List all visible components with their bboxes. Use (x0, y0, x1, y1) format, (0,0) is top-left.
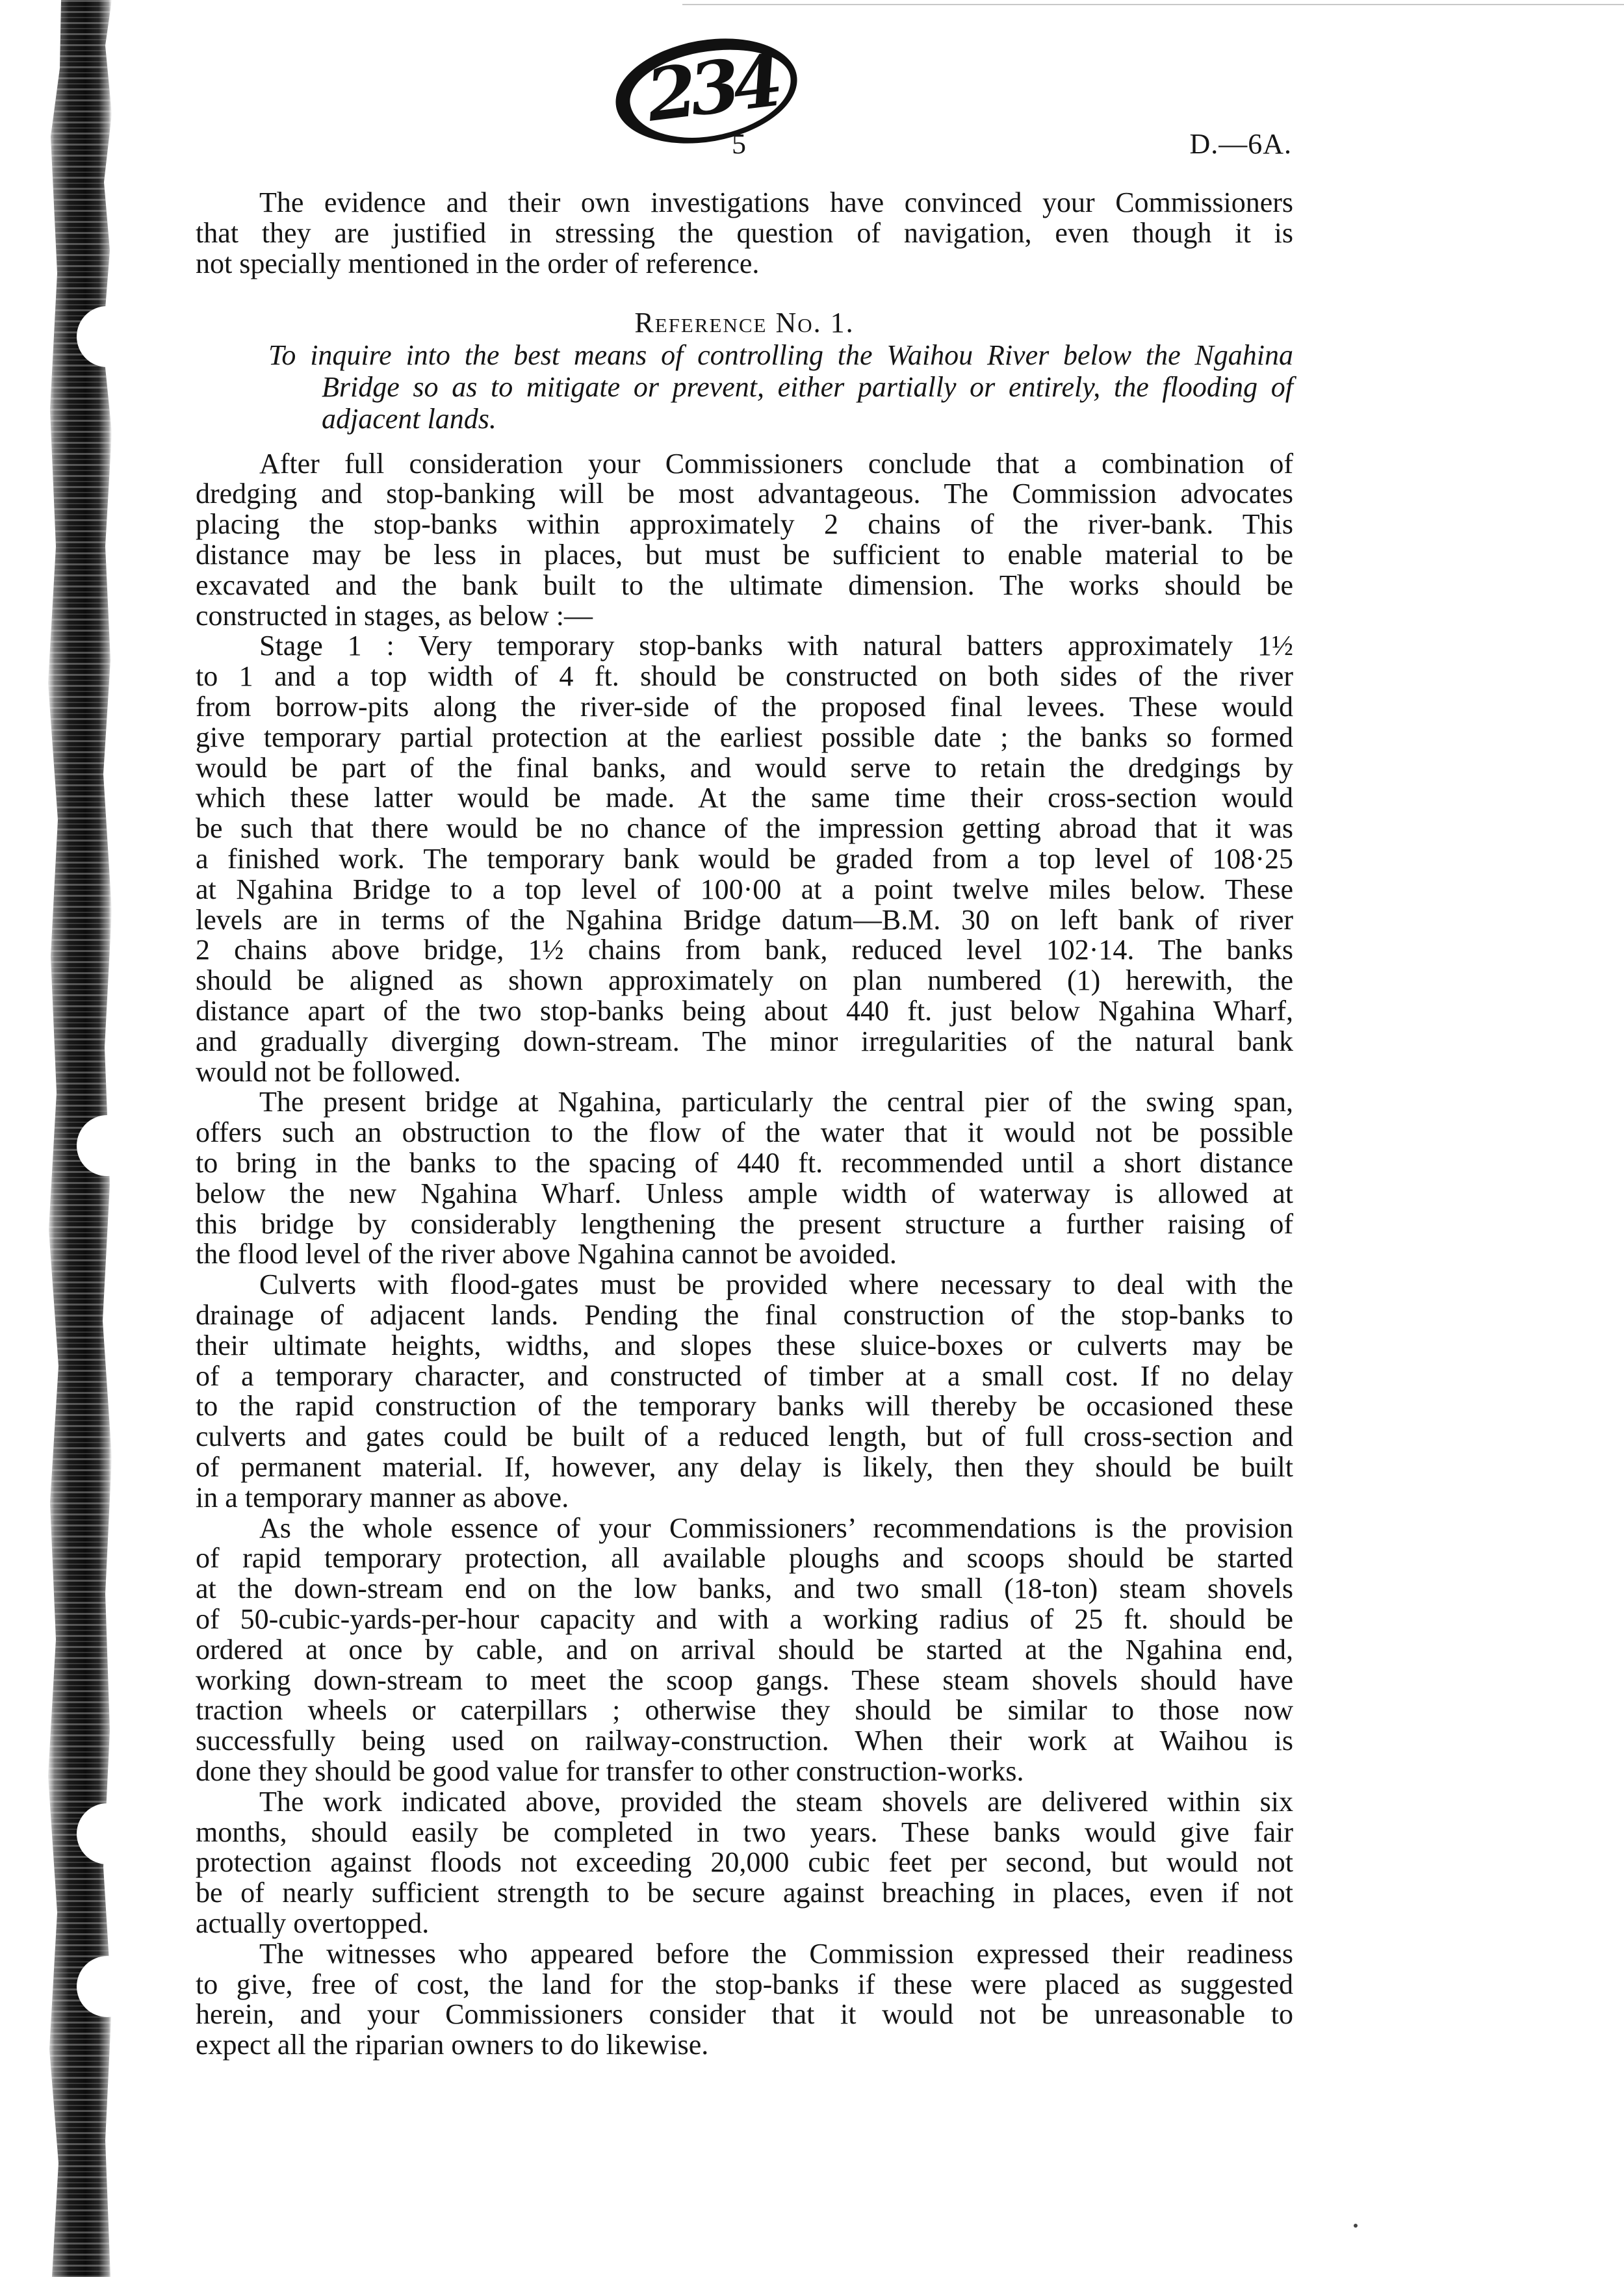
scan-speck (1354, 2224, 1358, 2228)
text-line: to give, free of cost, the land for the stop-banks if these were placed as suggested (196, 1968, 1293, 2000)
paragraph (196, 1939, 1293, 2061)
page-number: 5 (732, 128, 746, 160)
text-line: to bring in the banks to the spacing of 440 ft. recommended until a short distance (196, 1147, 1293, 1179)
text-line: constructed in stages, as below :— (196, 599, 593, 632)
text-line: herein, and your Commissioners consider that it would not be unreasonable to (196, 1998, 1293, 2031)
paragraph (196, 449, 1293, 632)
punch-hole (77, 1115, 138, 1176)
paragraph (196, 1513, 1293, 1787)
reference-terms (196, 339, 1293, 435)
text-line: adjacent lands. (322, 403, 496, 435)
punch-hole (77, 1956, 138, 2017)
text-line: to 1 and a top width of 4 ft. should be constructed on both sides of the river (196, 660, 1293, 693)
text-line: not specially mentioned in the order of reference. (196, 247, 760, 279)
punch-hole (77, 1803, 138, 1864)
text-line: should be aligned as shown approximately on plan numbered (1) herewith, the (196, 964, 1293, 997)
text-line: The work indicated above, provided the steam shovels are delivered within six (259, 1785, 1293, 1818)
text-line: which these latter would be made. At the same time their cross-section would (196, 782, 1293, 814)
text-line: at the down-stream end on the low banks, and two small (18-ton) steam shovels (196, 1573, 1293, 1605)
text-line: the flood level of the river above Ngahina cannot be avoided. (196, 1238, 897, 1270)
text-line: traction wheels or caterpillars ; otherwise they should be similar to those now (196, 1694, 1293, 1727)
text-line: to the rapid construction of the temporary banks will thereby be occasioned these (196, 1390, 1293, 1422)
text-line: levels are in terms of the Ngahina Bridge datum—B.M. 30 on left bank of river (196, 903, 1293, 936)
text-line: The witnesses who appeared before the Commission expressed their readiness (259, 1937, 1293, 1970)
text-line: As the whole essence of your Commissioners’ recommendations is the provision (259, 1512, 1293, 1544)
paragraph (196, 1787, 1293, 1939)
document-reference: D.—6A. (1189, 128, 1292, 160)
document-body (196, 188, 1293, 2061)
text-line: successfully being used on railway-construction. When their work at Waihou is (196, 1725, 1293, 1757)
handwritten-page-number: 234 (642, 38, 781, 138)
text-line: culverts and gates could be built of a reduced length, but of full cross-section and (196, 1421, 1293, 1453)
text-line: 2 chains above bridge, 1½ chains from bank, reduced level 102·14. The banks (196, 934, 1293, 966)
text-line: excavated and the bank built to the ultimate dimension. The works should be (196, 569, 1293, 601)
text-line: this bridge by considerably lengthening the present structure a further raising of (196, 1207, 1293, 1240)
text-line: After full consideration your Commissioners conclude that a combination of (259, 447, 1293, 480)
text-line: in a temporary manner as above. (196, 1481, 569, 1513)
text-line: ordered at once by cable, and on arrival should be started at the Ngahina end, (196, 1633, 1293, 1666)
text-line: of a temporary character, and constructed of timber at a small cost. If no delay (196, 1359, 1293, 1392)
text-line: be such that there would be no chance of the impression getting abroad that it was (196, 812, 1293, 845)
text-line: that they are justified in stressing the question of navigation, even though it is (196, 216, 1293, 249)
text-line: and gradually diverging down-stream. The minor irregularities of the natural bank (196, 1025, 1293, 1057)
paragraph (196, 631, 1293, 1087)
text-line: be of nearly sufficient strength to be secure against breaching in places, even if not (196, 1877, 1293, 1909)
text-line: done they should be good value for transfer to other construction-works. (196, 1755, 1024, 1787)
text-line: give temporary partial protection at the earliest possible date ; the banks so formed (196, 721, 1293, 753)
text-line: below the new Ngahina Wharf. Unless ample width of waterway is allowed at (196, 1177, 1293, 1209)
text-line: Stage 1 : Very temporary stop-banks with natural batters approximately 1½ (259, 630, 1293, 662)
text-line: actually overtopped. (196, 1907, 430, 1939)
text-line: of permanent material. If, however, any delay is likely, then they should be built (196, 1450, 1293, 1483)
text-line: placing the stop-banks within approximately 2 chains of the river-bank. This (196, 508, 1293, 541)
text-line: a finished work. The temporary bank would be graded from a top level of 108·25 (196, 843, 1293, 875)
text-line: at Ngahina Bridge to a top level of 100·00 at a point twelve miles below. These (196, 873, 1293, 905)
text-line: drainage of adjacent lands. Pending the final construction of the stop-banks to (196, 1299, 1293, 1331)
text-line: offers such an obstruction to the flow of the water that it would not be possible (196, 1116, 1293, 1149)
paragraph (196, 188, 1293, 279)
paragraph (196, 1270, 1293, 1513)
text-line: distance apart of the two stop-banks being about 440 ft. just below Ngahina Wharf, (196, 995, 1293, 1027)
text-line: working down-stream to meet the scoop gangs. These steam shovels should have (196, 1664, 1293, 1696)
text-line: from borrow-pits along the river-side of the proposed final levees. These would (196, 691, 1293, 723)
text-line: would be part of the final banks, and would serve to retain the dredgings by (196, 751, 1293, 784)
text-line: of 50-cubic-yards-per-hour capacity and with a working radius of 25 ft. should be (196, 1602, 1293, 1635)
text-line: distance may be less in places, but must be sufficient to enable material to be (196, 539, 1293, 571)
punch-hole (77, 306, 138, 367)
scan-edge-line (682, 4, 1624, 5)
text-line: The evidence and their own investigations have convinced your Commissioners (259, 187, 1293, 218)
section-heading: Reference No. 1. (634, 307, 855, 339)
text-line: The present bridge at Ngahina, particularly the central pier of the swing span, (259, 1086, 1293, 1118)
text-line: their ultimate heights, widths, and slopes these sluice-boxes or culverts may be (196, 1329, 1293, 1361)
text-line: months, should easily be completed in two years. These banks would give fair (196, 1816, 1293, 1848)
text-line: Bridge so as to mitigate or prevent, either partially or entirely, the flooding of (322, 371, 1293, 404)
text-line: To inquire into the best means of controlling the Waihou River below the Ngahina (268, 339, 1293, 372)
text-line: dredging and stop-banking will be most advantageous. The Commission advocates (196, 478, 1293, 510)
paragraph (196, 1087, 1293, 1270)
text-line: would not be followed. (196, 1055, 461, 1088)
text-line: of rapid temporary protection, all available ploughs and scoops should be started (196, 1542, 1293, 1575)
text-line: Culverts with flood-gates must be provided where necessary to deal with the (259, 1268, 1293, 1301)
text-line: expect all the riparian owners to do likewise. (196, 2029, 709, 2061)
text-line: protection against floods not exceeding 20,000 cubic feet per second, but would not (196, 1846, 1293, 1879)
